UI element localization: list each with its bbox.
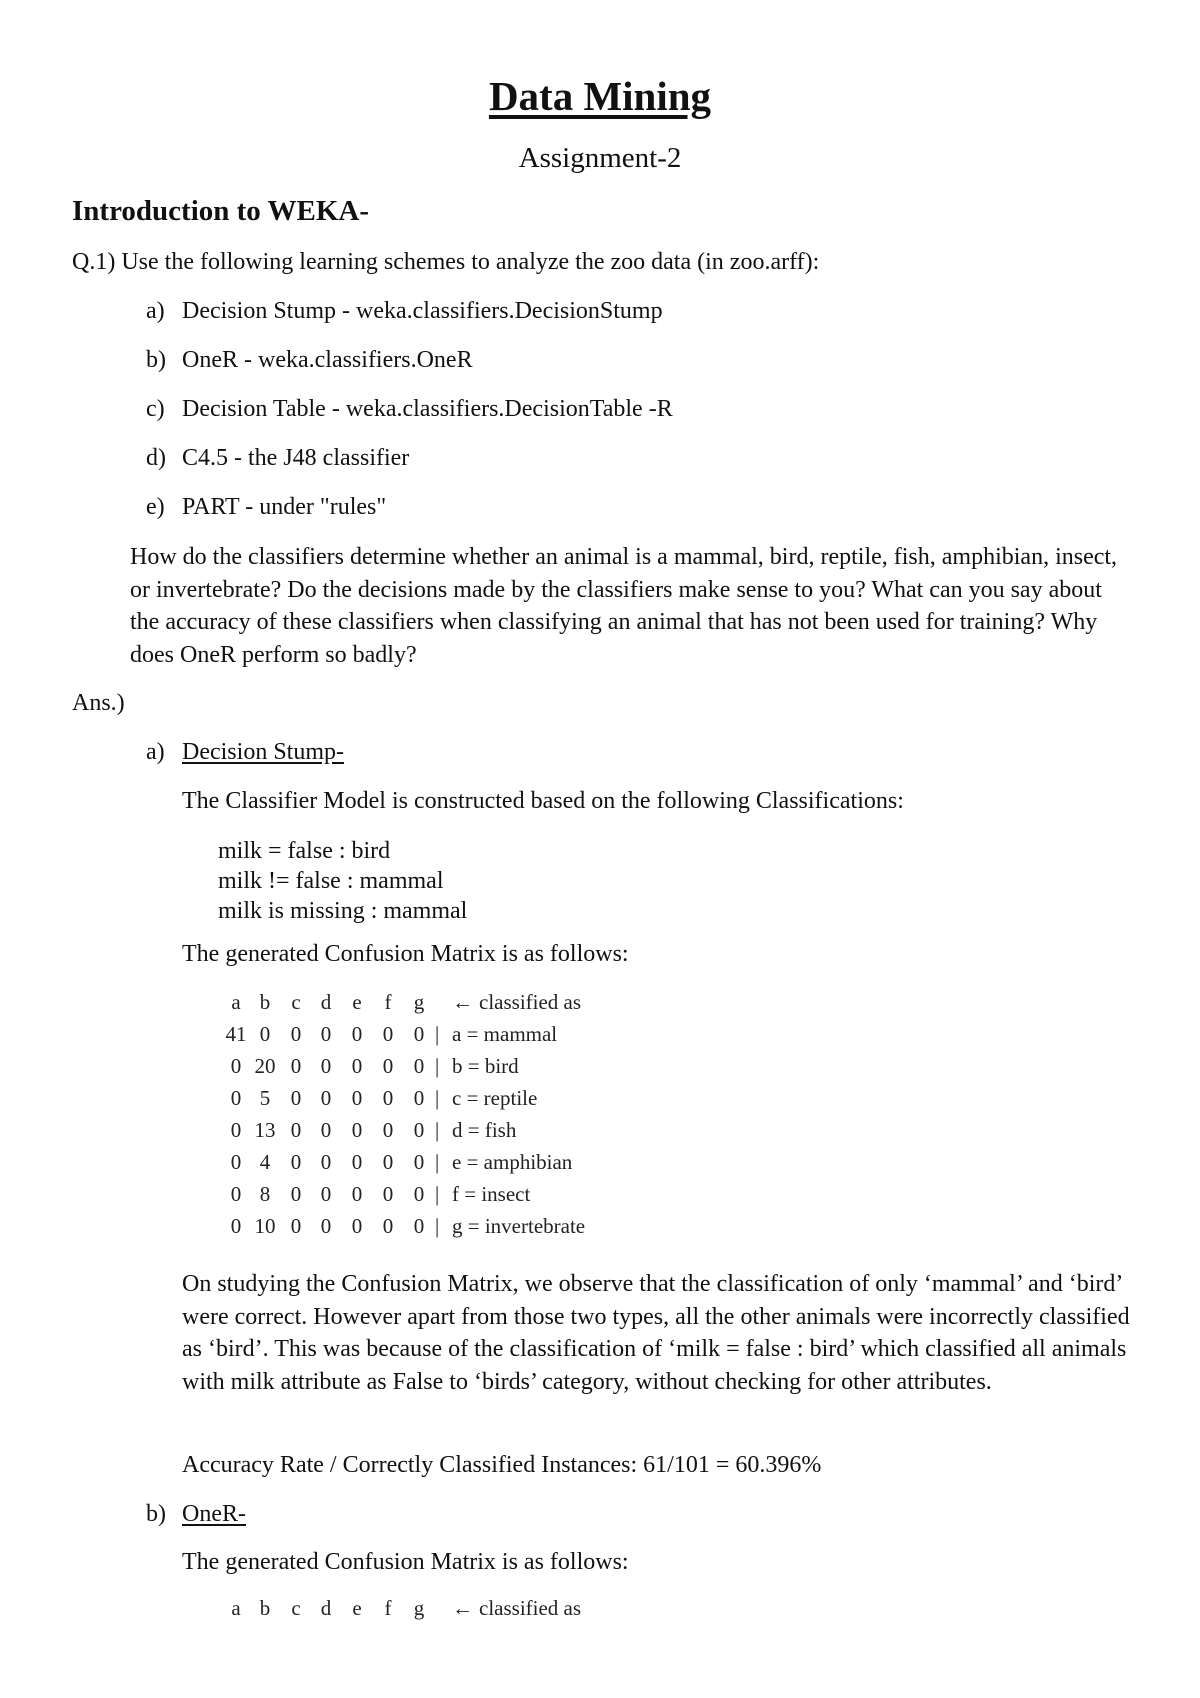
matrix-header: e bbox=[352, 990, 362, 1014]
matrix-header-label bbox=[452, 1596, 581, 1621]
matrix-separator: | bbox=[435, 1118, 440, 1142]
matrix-header-label bbox=[452, 990, 581, 1015]
matrix-cell: 0 bbox=[290, 1022, 302, 1046]
matrix-cell: 0 bbox=[413, 1022, 425, 1046]
matrix-row-label: e = amphibian bbox=[452, 1150, 573, 1174]
answer-label: Ans.) bbox=[72, 690, 125, 716]
matrix-cell: 0 bbox=[351, 1022, 363, 1046]
matrix-cell: 8 bbox=[259, 1182, 271, 1206]
matrix-row-label: b = bird bbox=[452, 1054, 519, 1078]
matrix-cell: 0 bbox=[351, 1086, 363, 1110]
matrix-header: a bbox=[231, 990, 241, 1014]
rules-block bbox=[218, 836, 467, 926]
matrix-cell: 0 bbox=[259, 1022, 271, 1046]
matrix-separator: | bbox=[435, 1086, 440, 1110]
matrix-cell: 0 bbox=[320, 1118, 332, 1142]
matrix-row-label: c = reptile bbox=[452, 1086, 538, 1110]
matrix-row-label: f = insect bbox=[452, 1182, 531, 1206]
matrix-cell: 0 bbox=[382, 1086, 394, 1110]
matrix-header: f bbox=[384, 1596, 392, 1620]
matrix-cell: 0 bbox=[290, 1182, 302, 1206]
list-marker: d) bbox=[146, 445, 166, 471]
matrix-cell: 0 bbox=[320, 1086, 332, 1110]
matrix-cell: 0 bbox=[351, 1118, 363, 1142]
matrix-cell: 0 bbox=[320, 1054, 332, 1078]
section-heading: Introduction to WEKA- bbox=[72, 195, 370, 227]
observation-paragraph: On studying the Confusion Matrix, we observe that the classification of only ‘mammal’ and ‘bird’ were correct. However apart from those two types, all the other animals were incorrectly classified as ‘bird’. This was because of the classification of ‘milk = false : bird’ which classified all animals with milk attribute as False to ‘birds’ category, without checking for other attributes. bbox=[182, 1271, 1130, 1395]
rule-line: milk = false : bird bbox=[218, 838, 391, 864]
left-arrow-icon: ← bbox=[452, 1596, 473, 1620]
matrix-header: b bbox=[259, 990, 271, 1014]
matrix-cell: 0 bbox=[413, 1182, 425, 1206]
matrix-cell: 0 bbox=[290, 1118, 302, 1142]
matrix-cell: 0 bbox=[290, 1214, 302, 1238]
left-arrow-icon: ← bbox=[452, 990, 473, 1014]
matrix-cell: 0 bbox=[290, 1086, 302, 1110]
matrix-separator: | bbox=[435, 1022, 440, 1046]
matrix-header: b bbox=[259, 1596, 271, 1620]
rule-line: milk != false : mammal bbox=[218, 868, 444, 894]
matrix-header: a bbox=[231, 1596, 241, 1620]
matrix-header: f bbox=[384, 990, 392, 1014]
list-marker: b) bbox=[146, 347, 166, 373]
matrix-header: e bbox=[352, 1596, 362, 1620]
matrix-header: g bbox=[413, 990, 425, 1014]
matrix-cell: 0 bbox=[382, 1182, 394, 1206]
matrix-cell: 0 bbox=[230, 1118, 242, 1142]
page-subtitle: Assignment-2 bbox=[518, 142, 682, 174]
matrix-cell: 0 bbox=[413, 1054, 425, 1078]
matrix-header: d bbox=[320, 1596, 332, 1620]
answer-a-heading: Decision Stump- bbox=[182, 739, 344, 765]
classified-as-label: classified as bbox=[479, 1596, 582, 1620]
matrix-cell: 0 bbox=[320, 1022, 332, 1046]
model-intro: The Classifier Model is constructed based on the following Classifications: bbox=[182, 788, 904, 814]
matrix-cell: 0 bbox=[290, 1054, 302, 1078]
matrix-header: c bbox=[291, 990, 301, 1014]
matrix-cell: 0 bbox=[351, 1054, 363, 1078]
matrix-cell: 13 bbox=[254, 1118, 276, 1142]
matrix-cell: 0 bbox=[320, 1214, 332, 1238]
matrix-cell: 4 bbox=[259, 1150, 271, 1174]
matrix-cell: 0 bbox=[230, 1214, 242, 1238]
matrix-cell: 0 bbox=[413, 1150, 425, 1174]
question-text: Q.1) Use the following learning schemes to analyze the zoo data (in zoo.arff): bbox=[72, 249, 820, 275]
list-item: Decision Stump - weka.classifiers.DecisionStump bbox=[182, 298, 663, 324]
list-marker: a) bbox=[146, 298, 165, 324]
matrix-cell: 20 bbox=[254, 1054, 276, 1078]
matrix-cell: 0 bbox=[382, 1118, 394, 1142]
matrix-header: g bbox=[413, 1596, 425, 1620]
matrix-intro: The generated Confusion Matrix is as follows: bbox=[182, 941, 629, 967]
matrix-cell: 0 bbox=[382, 1150, 394, 1174]
matrix-header: d bbox=[320, 990, 332, 1014]
matrix-cell: 0 bbox=[290, 1150, 302, 1174]
matrix-cell: 0 bbox=[320, 1182, 332, 1206]
matrix-cell: 0 bbox=[413, 1118, 425, 1142]
question-paragraph: How do the classifiers determine whether an animal is a mammal, bird, reptile, fish, amphibian, insect, or invertebrate? Do the decisions made by the classifiers make sense to you? What can you say about the accuracy of these classifiers when classifying an animal that has not been used for training? Why does OneR perform so badly? bbox=[130, 544, 1118, 668]
matrix-cell: 5 bbox=[259, 1086, 271, 1110]
list-marker: c) bbox=[146, 396, 165, 422]
matrix-cell: 0 bbox=[382, 1214, 394, 1238]
matrix-cell: 0 bbox=[351, 1150, 363, 1174]
matrix-cell: 0 bbox=[413, 1214, 425, 1238]
answer-b-heading: OneR- bbox=[182, 1501, 246, 1527]
matrix-cell: 0 bbox=[230, 1086, 242, 1110]
answer-b-marker: b) bbox=[146, 1501, 166, 1527]
matrix-separator: | bbox=[435, 1054, 440, 1078]
matrix-cell: 0 bbox=[351, 1214, 363, 1238]
matrix-cell: 0 bbox=[351, 1182, 363, 1206]
matrix-row-label: a = mammal bbox=[452, 1022, 558, 1046]
matrix-intro-b: The generated Confusion Matrix is as follows: bbox=[182, 1549, 629, 1575]
list-item: C4.5 - the J48 classifier bbox=[182, 445, 410, 471]
matrix-cell: 0 bbox=[230, 1182, 242, 1206]
answer-a-marker: a) bbox=[146, 739, 165, 765]
matrix-cell: 41 bbox=[225, 1022, 247, 1046]
matrix-header: c bbox=[291, 1596, 301, 1620]
matrix-separator: | bbox=[435, 1214, 440, 1238]
matrix-cell: 10 bbox=[254, 1214, 276, 1238]
classified-as-label: classified as bbox=[479, 990, 582, 1014]
matrix-separator: | bbox=[435, 1150, 440, 1174]
matrix-cell: 0 bbox=[413, 1086, 425, 1110]
list-item: PART - under "rules" bbox=[182, 494, 387, 520]
rule-line: milk is missing : mammal bbox=[218, 898, 468, 924]
matrix-cell: 0 bbox=[382, 1054, 394, 1078]
matrix-separator: | bbox=[435, 1182, 440, 1206]
matrix-cell: 0 bbox=[382, 1022, 394, 1046]
list-item: OneR - weka.classifiers.OneR bbox=[182, 347, 473, 373]
matrix-row-label: d = fish bbox=[452, 1118, 517, 1142]
list-marker: e) bbox=[146, 494, 165, 520]
page-title: Data Mining bbox=[488, 73, 712, 119]
list-item: Decision Table - weka.classifiers.DecisionTable -R bbox=[182, 396, 673, 422]
matrix-cell: 0 bbox=[320, 1150, 332, 1174]
matrix-cell: 0 bbox=[230, 1054, 242, 1078]
matrix-row-label: g = invertebrate bbox=[452, 1214, 586, 1238]
accuracy-text: Accuracy Rate / Correctly Classified Instances: 61/101 = 60.396% bbox=[182, 1452, 822, 1478]
matrix-cell: 0 bbox=[230, 1150, 242, 1174]
